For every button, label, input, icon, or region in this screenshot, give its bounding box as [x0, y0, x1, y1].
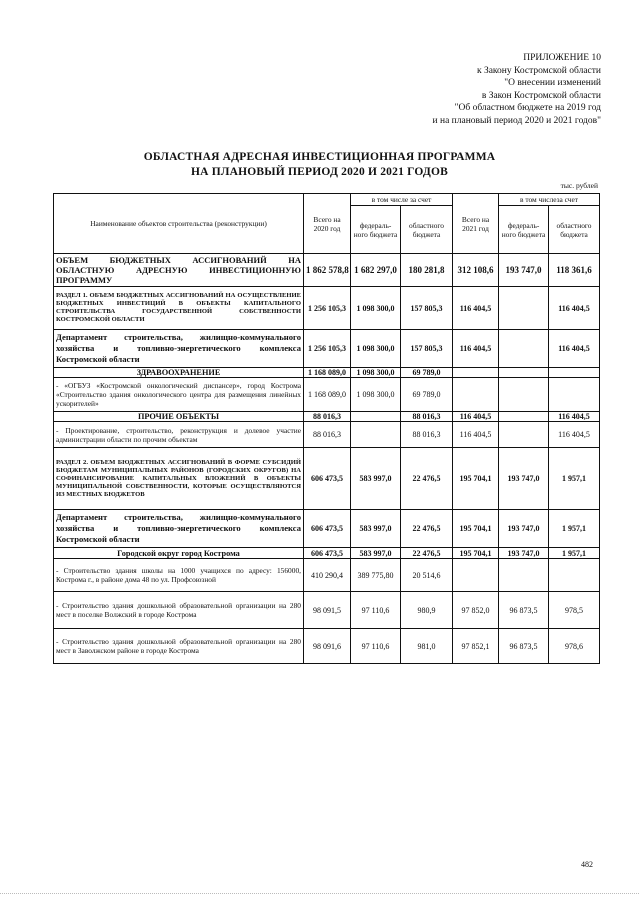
cell-regional-2021 [549, 559, 600, 592]
cell-federal-2020: 97 110,6 [351, 592, 401, 629]
cell-regional-2020: 157 805,3 [401, 287, 453, 330]
title-line: ОБЛАСТНАЯ АДРЕСНАЯ ИНВЕСТИЦИОННАЯ ПРОГРАММА [143, 151, 496, 163]
cell-regional-2021: 116 404,5 [549, 412, 600, 422]
header-regional-2020: областного бюджета [401, 206, 453, 254]
cell-regional-2020: 22 476,5 [401, 448, 453, 510]
cell-total-2020: 98 091,6 [304, 629, 351, 664]
header-federal-2020: федераль-ного бюджета [351, 206, 401, 254]
row-name: ОБЪЕМ БЮДЖЕТНЫХ АССИГНОВАНИЙ НА ОБЛАСТНУЮ АДРЕСНУЮ ИНВЕСТИЦИОННУЮ ПРОГРАММУ [54, 254, 304, 287]
cell-total-2020: 410 290,4 [304, 559, 351, 592]
cell-total-2021: 195 704,1 [453, 548, 499, 559]
cell-regional-2020: 69 789,0 [401, 378, 453, 412]
cell-total-2021 [453, 368, 499, 378]
cell-federal-2021: 96 873,5 [499, 592, 549, 629]
header-federal-2021: федераль-ного бюджета [499, 206, 549, 254]
cell-total-2021: 116 404,5 [453, 287, 499, 330]
table-row [54, 330, 600, 368]
row-name: РАЗДЕЛ 1. ОБЪЕМ БЮДЖЕТНЫХ АССИГНОВАНИЙ НА ОСУЩЕСТВЛЕНИЕ БЮДЖЕТНЫХ ИНВЕСТИЦИЙ В ОБЪЕКТЫ КАПИТАЛЬНОГО СТРОИТЕЛЬСТВА ГОСУДАРСТВЕННОЙ СОБСТВЕННОСТИ КОСТРОМСКОЙ ОБЛАСТИ [54, 287, 304, 330]
cell-federal-2021 [499, 368, 549, 378]
cell-regional-2021 [549, 368, 600, 378]
cell-total-2021: 116 404,5 [453, 422, 499, 448]
cell-total-2020: 606 473,5 [304, 510, 351, 548]
cell-total-2020: 1 168 089,0 [304, 378, 351, 412]
table-row [54, 422, 600, 448]
units-label: тыс. рублей [560, 181, 598, 190]
row-name: Городской округ город Кострома [54, 548, 304, 559]
cell-regional-2021: 978,6 [549, 629, 600, 664]
cell-federal-2020: 583 997,0 [351, 510, 401, 548]
row-name: ЗДРАВООХРАНЕНИЕ [54, 368, 304, 378]
cell-total-2020: 1 862 578,8 [304, 254, 351, 287]
table-row [54, 629, 600, 664]
cell-regional-2020: 22 476,5 [401, 510, 453, 548]
cell-regional-2021: 978,5 [549, 592, 600, 629]
cell-regional-2020: 180 281,8 [401, 254, 453, 287]
page-edge-divider [0, 893, 639, 894]
appendix-header [341, 52, 601, 127]
document-title [0, 150, 639, 180]
row-name: Департамент строительства, жилищно-коммунального хозяйства и топливно-энергетического комплекса Костромской области [54, 330, 304, 368]
cell-total-2021: 116 404,5 [453, 412, 499, 422]
cell-regional-2020: 980,9 [401, 592, 453, 629]
cell-total-2021: 195 704,1 [453, 510, 499, 548]
cell-federal-2020 [351, 422, 401, 448]
table-row [54, 510, 600, 548]
cell-total-2021: 97 852,1 [453, 629, 499, 664]
cell-regional-2020: 88 016,3 [401, 412, 453, 422]
header-regional-2021: областного бюджета [549, 206, 600, 254]
cell-federal-2021 [499, 412, 549, 422]
cell-federal-2021 [499, 378, 549, 412]
header-total-2021: Всего на 2021 год [453, 194, 499, 254]
cell-federal-2021 [499, 287, 549, 330]
cell-regional-2020: 20 514,6 [401, 559, 453, 592]
cell-federal-2020: 1 682 297,0 [351, 254, 401, 287]
table-row [54, 287, 600, 330]
cell-regional-2021: 1 957,1 [549, 548, 600, 559]
table-row [54, 548, 600, 559]
cell-regional-2020: 157 805,3 [401, 330, 453, 368]
table-row [54, 559, 600, 592]
table-row [54, 448, 600, 510]
appendix-line: к Закону Костромской области [476, 65, 601, 76]
cell-regional-2020: 69 789,0 [401, 368, 453, 378]
cell-total-2020: 606 473,5 [304, 548, 351, 559]
cell-total-2021: 116 404,5 [453, 330, 499, 368]
cell-total-2020: 98 091,5 [304, 592, 351, 629]
cell-regional-2020: 981,0 [401, 629, 453, 664]
header-name: Наименование объектов строительства (реконструкции) [54, 194, 304, 254]
cell-federal-2021: 96 873,5 [499, 629, 549, 664]
row-name: Департамент строительства, жилищно-коммунального хозяйства и топливно-энергетического комплекса Костромской области [54, 510, 304, 548]
cell-regional-2021: 1 957,1 [549, 510, 600, 548]
header-total-2020: Всего на 2020 год [304, 194, 351, 254]
row-name: - Строительство здания дошкольной образовательной организации на 280 мест в поселке Волжский в городе Кострома [54, 592, 304, 629]
cell-federal-2021: 193 747,0 [499, 510, 549, 548]
table-row [54, 378, 600, 412]
cell-regional-2020: 22 476,5 [401, 548, 453, 559]
table-row [54, 368, 600, 378]
appendix-line: и на плановый период 2020 и 2021 годов" [432, 115, 601, 126]
row-name: - «ОГБУЗ «Костромской онкологический диспансер», город Кострома «Строительство здания онкологического центра для размещения линейных ускорителей» [54, 378, 304, 412]
row-name: РАЗДЕЛ 2. ОБЪЕМ БЮДЖЕТНЫХ АССИГНОВАНИЙ В ФОРМЕ СУБСИДИЙ БЮДЖЕТАМ МУНИЦИПАЛЬНЫХ РАЙОНОВ (ГОРОДСКИХ ОКРУГОВ) НА СОФИНАНСИРОВАНИЕ КАПИТАЛЬНЫХ ВЛОЖЕНИЙ В ОБЪЕКТЫ МУНИЦИПАЛЬНОЙ СОБСТВЕННОСТИ, КОТОРЫЕ ОСУЩЕСТВЛЯЮТСЯ ИЗ МЕСТНЫХ БЮДЖЕТОВ [54, 448, 304, 510]
cell-federal-2020: 1 098 300,0 [351, 330, 401, 368]
cell-federal-2021 [499, 330, 549, 368]
cell-federal-2020: 389 775,80 [351, 559, 401, 592]
row-name: - Строительство здания дошкольной образовательной организации на 280 мест в Заволжском районе в городе Кострома [54, 629, 304, 664]
table-row [54, 254, 600, 287]
cell-total-2020: 88 016,3 [304, 412, 351, 422]
cell-total-2021 [453, 559, 499, 592]
cell-regional-2020: 88 016,3 [401, 422, 453, 448]
cell-total-2020: 1 256 105,3 [304, 330, 351, 368]
row-name: - Строительство здания школы на 1000 учащихся по адресу: 156000, Кострома г., в районе дома 48 по ул. Профсоюзной [54, 559, 304, 592]
header-row [54, 194, 600, 206]
cell-total-2021: 195 704,1 [453, 448, 499, 510]
cell-federal-2020: 1 098 300,0 [351, 378, 401, 412]
appendix-line: "О внесении изменений [504, 78, 601, 88]
cell-federal-2021: 193 747,0 [499, 548, 549, 559]
cell-regional-2021: 118 361,6 [549, 254, 600, 287]
appendix-line: ПРИЛОЖЕНИЕ 10 [523, 53, 601, 63]
title-line: НА ПЛАНОВЫЙ ПЕРИОД 2020 И 2021 ГОДОВ [190, 166, 449, 178]
cell-federal-2021: 193 747,0 [499, 254, 549, 287]
page-number: 482 [581, 860, 593, 869]
cell-total-2021: 97 852,0 [453, 592, 499, 629]
cell-federal-2021 [499, 422, 549, 448]
cell-federal-2020: 1 098 300,0 [351, 368, 401, 378]
header-incl-2020: в том числе за счет [351, 194, 453, 206]
cell-regional-2021 [549, 378, 600, 412]
cell-total-2020: 1 168 089,0 [304, 368, 351, 378]
cell-regional-2021: 116 404,5 [549, 287, 600, 330]
row-name: - Проектирование, строительство, реконструкция и долевое участие администрации области по прочим объектам [54, 422, 304, 448]
cell-total-2020: 606 473,5 [304, 448, 351, 510]
appendix-line: в Закон Костромской области [481, 90, 601, 101]
row-name: ПРОЧИЕ ОБЪЕКТЫ [54, 412, 304, 422]
cell-regional-2021: 116 404,5 [549, 422, 600, 448]
cell-total-2021: 312 108,6 [453, 254, 499, 287]
cell-total-2021 [453, 378, 499, 412]
cell-federal-2020: 583 997,0 [351, 548, 401, 559]
cell-federal-2020: 97 110,6 [351, 629, 401, 664]
cell-total-2020: 1 256 105,3 [304, 287, 351, 330]
appendix-line: "Об областном бюджете на 2019 год [454, 103, 601, 113]
cell-total-2020: 88 016,3 [304, 422, 351, 448]
table-row [54, 412, 600, 422]
cell-federal-2020: 583 997,0 [351, 448, 401, 510]
cell-federal-2021: 193 747,0 [499, 448, 549, 510]
cell-federal-2021 [499, 559, 549, 592]
cell-federal-2020 [351, 412, 401, 422]
investment-program-table [53, 193, 600, 664]
header-incl-2021: в том числеза счет [499, 194, 600, 206]
cell-regional-2021: 116 404,5 [549, 330, 600, 368]
table-row [54, 592, 600, 629]
cell-federal-2020: 1 098 300,0 [351, 287, 401, 330]
cell-regional-2021: 1 957,1 [549, 448, 600, 510]
